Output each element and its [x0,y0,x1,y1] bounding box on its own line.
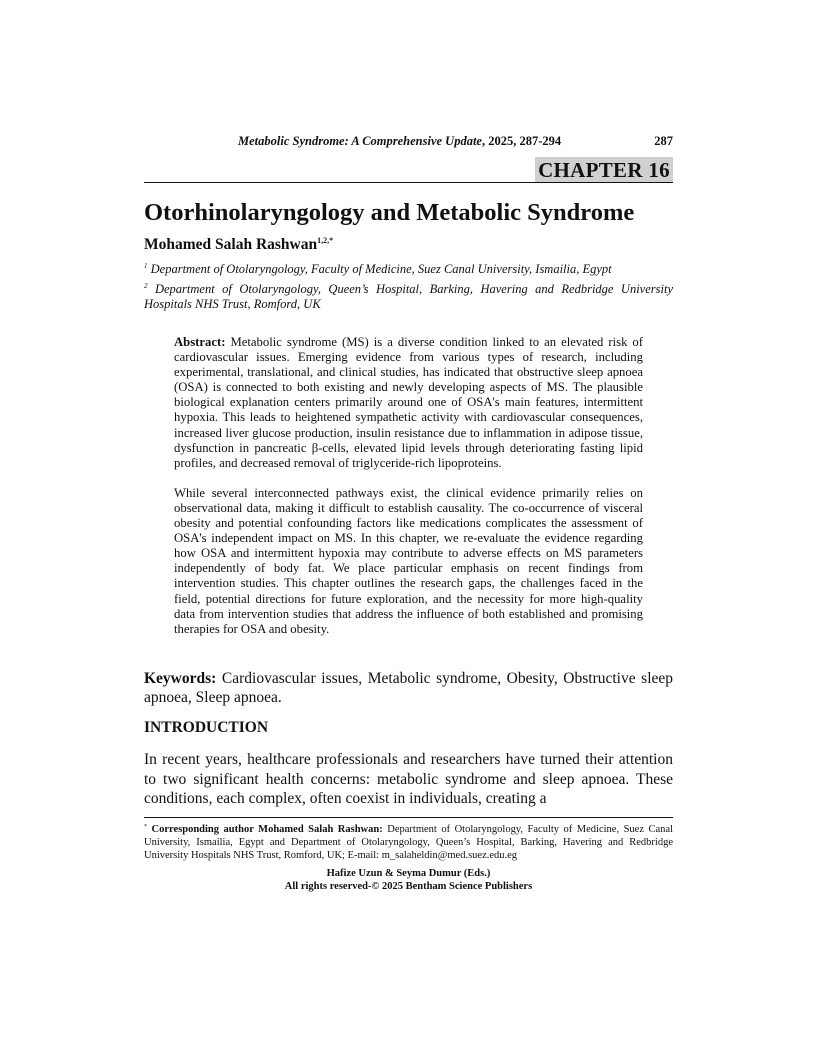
affiliation-text: Department of Otolaryngology, Faculty of Medicine, Suez Canal University, Ismailia, Egypt [150,262,612,276]
abstract-paragraph-2: While several interconnected pathways exist, the clinical evidence primarily relies on observational data, making it difficult to establish causality. The co-occurrence of visceral obesity and potential confounding factors like medications complicates the assessment of OSA's independent impact on MS. In this chapter, we re-evaluate the evidence regarding how OSA and intermittent hypoxia may contribute to adverse effects on MS parameters independently of body fat. We place particular emphasis on recent findings from intervention studies. This chapter outlines the research gaps, the challenges faced in the field, potential directions for future exploration, and the necessity for more high-quality data from intervention studies that address the influence of both established and promising therapies for OSA and obesity. [174,485,643,636]
editors-line: Hafize Uzun & Seyma Dumur (Eds.) [326,868,491,879]
affiliation-2 [144,279,673,312]
keywords [144,669,673,707]
publisher-block [144,868,673,893]
chapter-divider [144,182,673,183]
running-head-title [238,134,561,149]
page-number: 287 [654,134,673,148]
keywords-text: Cardiovascular issues, Metabolic syndrome, Obesity, Obstructive sleep apnoea, Sleep apnoea. [144,670,674,706]
footnote-label: Corresponding author Mohamed Salah Rashwan: [151,824,383,835]
author-name: Mohamed Salah Rashwan [144,236,318,253]
keywords-label: Keywords: [144,670,217,687]
affiliation-marker: 2 [144,282,148,290]
footnote [144,821,673,862]
affiliation-1 [144,259,673,277]
footnote-marker: * [144,824,147,830]
abstract-paragraph-1 [174,335,643,471]
author-markers: 1,2,* [317,236,334,245]
affiliation-marker: 1 [144,262,148,270]
chapter-label: CHAPTER 16 [535,157,673,182]
abstract-label: Abstract: [174,335,226,349]
abstract-text-1: Metabolic syndrome (MS) is a diverse condition linked to an elevated risk of cardiovascular issues. Emerging evidence from various types of research, including experimental, translational, and clinical studies, has indicated that obstructive sleep apnoea (OSA) is connected to both existing and newly developing aspects of MS. The plausible biological explanation centers primarily around one of OSA's main features, intermittent hypoxia. This leads to heightened sympathetic activity with cardiovascular consequences, increased liver glucose production, insulin resistance due to inflammation in adipose tissue, dysfunction in pancreatic β-cells, elevated lipid levels through deteriorating fasting lipid profiles, and decreased removal of triglyceride-rich lipoproteins. [174,335,643,470]
running-head [144,134,673,150]
introduction-heading: INTRODUCTION [144,719,269,736]
footnote-text: Department of Otolaryngology, Faculty of Medicine, Suez Canal University, Ismailia, Egypt and Department of Otolaryngology, Queen’s Hospital, Barking, Havering and Redbridge University Hospitals NHS Trust, Romford, UK; E-mail: m_salaheldin@med.suez.edu.eg [144,824,674,861]
chapter-title: Otorhinolaryngology and Metabolic Syndrome [144,199,635,226]
abstract [174,335,643,652]
rights-line: All rights reserved-© 2025 Bentham Science Publishers [284,880,533,892]
introduction-text: In recent years, healthcare professionals and researchers have turned their attention to two significant health concerns: metabolic syndrome and sleep apnoea. These conditions, each complex, often coexist in individuals, creating a [144,751,673,807]
author-line [144,236,333,254]
chapter-label-wrap [535,157,673,182]
book-title: Metabolic Syndrome: A Comprehensive Update [238,134,482,148]
book-pages: , 2025, 287-294 [481,134,562,148]
affiliation-text: Department of Otolaryngology, Queen’s Hospital, Barking, Havering and Redbridge University Hospitals NHS Trust, Romford, UK [144,282,674,311]
footnote-divider [144,817,673,818]
